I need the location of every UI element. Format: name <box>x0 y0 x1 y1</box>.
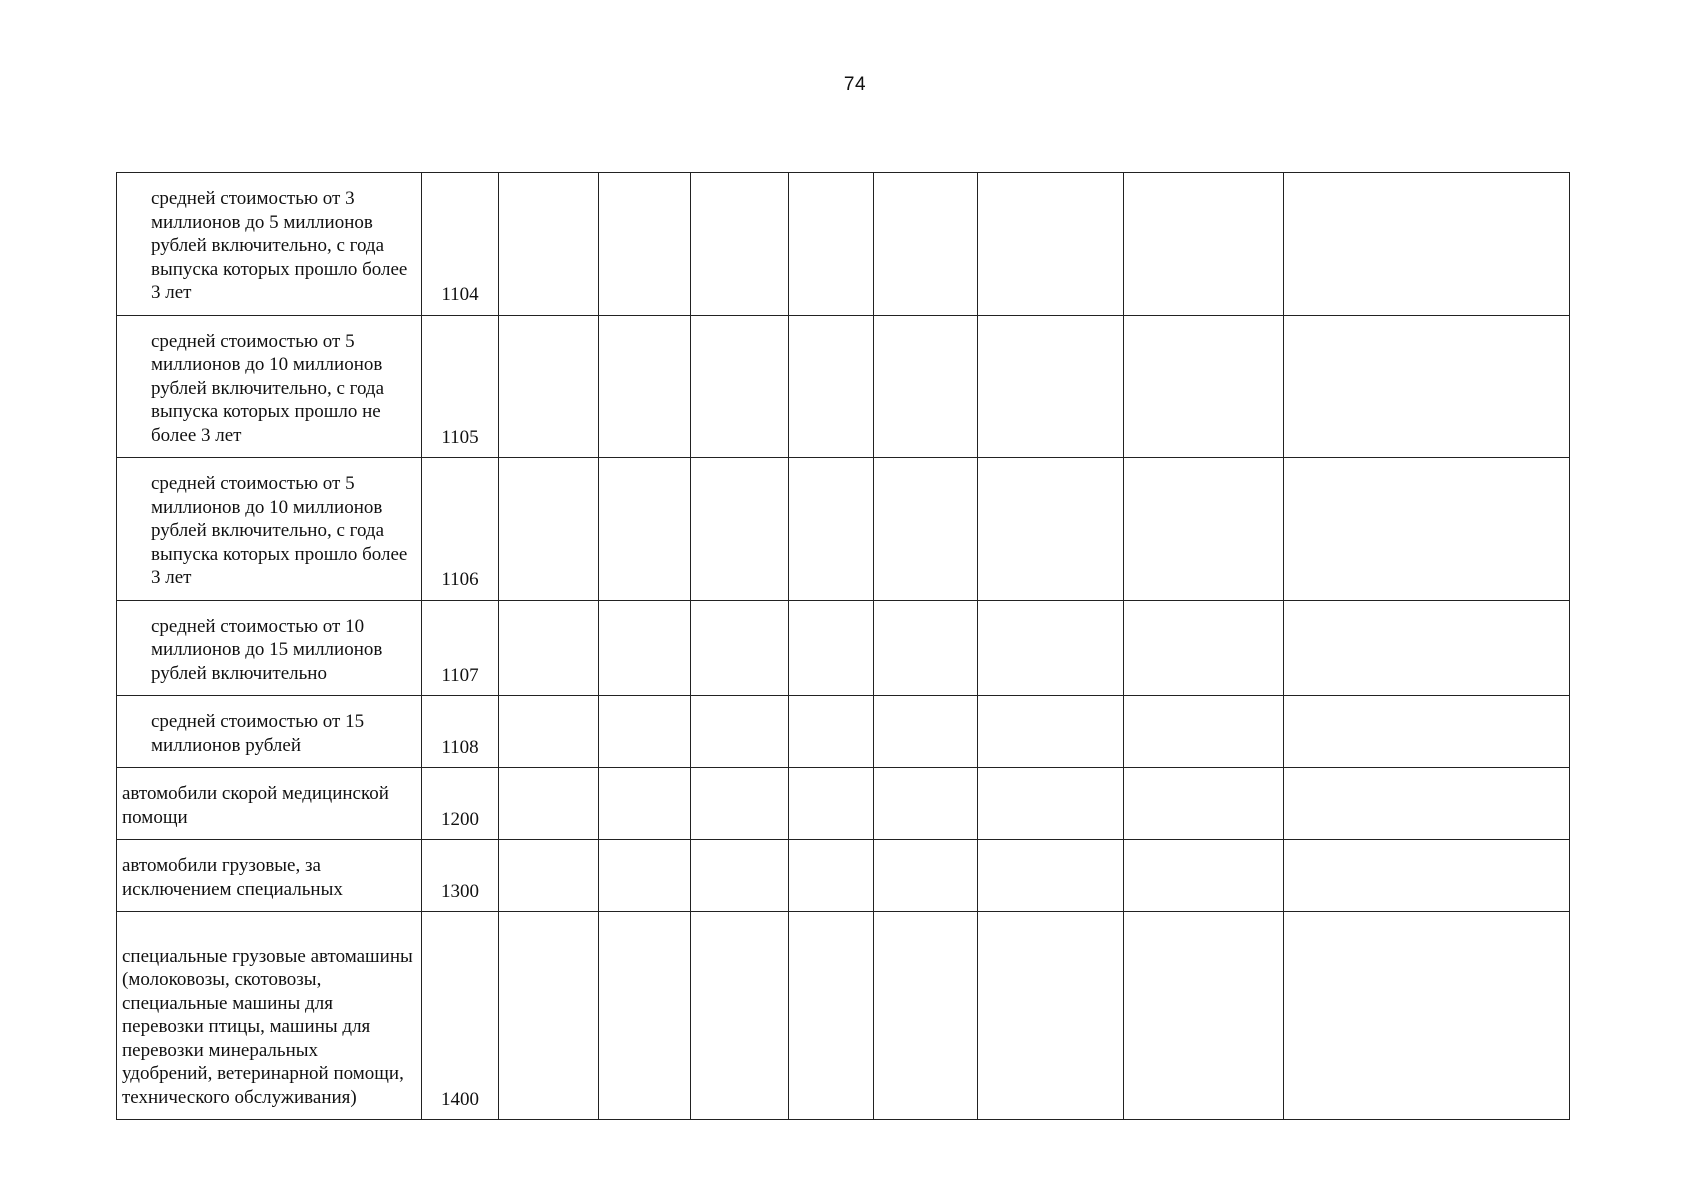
row-code-cell <box>422 315 499 458</box>
table-row <box>117 315 1570 458</box>
empty-cell <box>789 912 874 1120</box>
empty-cell <box>789 696 874 768</box>
row-label: средней стоимостью от 3 миллионов до 5 миллионов рублей включительно, с года выпуска которых прошло более 3 лет <box>151 188 408 303</box>
empty-cell <box>874 912 978 1120</box>
empty-cell <box>789 458 874 601</box>
row-code-cell <box>422 840 499 912</box>
row-label: средней стоимостью от 15 миллионов рублей <box>151 711 365 756</box>
empty-cell <box>1124 768 1284 840</box>
empty-cell <box>499 315 599 458</box>
empty-cell <box>874 173 978 316</box>
empty-cell <box>1284 600 1570 696</box>
empty-cell <box>874 315 978 458</box>
empty-cell <box>874 768 978 840</box>
row-label: специальные грузовые автомашины (молоковозы, скотовозы, специальные машины для перевозки птицы, машины для перевозки минеральных удобрений, ветеринарной помощи, технического обслуживания) <box>122 945 413 1108</box>
row-code: 1107 <box>441 664 479 686</box>
row-code: 1300 <box>441 880 479 902</box>
empty-cell <box>1124 173 1284 316</box>
empty-cell <box>499 173 599 316</box>
empty-cell <box>691 600 789 696</box>
empty-cell <box>499 912 599 1120</box>
table-row <box>117 768 1570 840</box>
row-label-cell <box>117 600 422 696</box>
empty-cell <box>978 840 1124 912</box>
empty-cell <box>1124 912 1284 1120</box>
empty-cell <box>789 840 874 912</box>
empty-cell <box>691 315 789 458</box>
row-label-cell <box>117 315 422 458</box>
empty-cell <box>1124 840 1284 912</box>
empty-cell <box>978 912 1124 1120</box>
empty-cell <box>499 768 599 840</box>
empty-cell <box>499 696 599 768</box>
empty-cell <box>691 768 789 840</box>
empty-cell <box>691 696 789 768</box>
row-label-cell <box>117 912 422 1120</box>
empty-cell <box>1284 840 1570 912</box>
row-code: 1105 <box>441 426 479 448</box>
empty-cell <box>789 768 874 840</box>
row-code: 1104 <box>441 284 479 305</box>
empty-cell <box>789 173 874 316</box>
empty-cell <box>599 173 691 316</box>
empty-cell <box>978 696 1124 768</box>
empty-cell <box>874 840 978 912</box>
row-code-cell <box>422 600 499 696</box>
row-label: средней стоимостью от 5 миллионов до 10 миллионов рублей включительно, с года выпуска которых прошло более 3 лет <box>151 473 408 588</box>
empty-cell <box>978 458 1124 601</box>
table-row <box>117 840 1570 912</box>
empty-cell <box>789 315 874 458</box>
empty-cell <box>599 458 691 601</box>
row-label: средней стоимостью от 10 миллионов до 15 миллионов рублей включительно <box>151 615 383 684</box>
table-row <box>117 458 1570 601</box>
row-code-cell <box>422 696 499 768</box>
row-label: автомобили скорой медицинской помощи <box>122 783 389 828</box>
page-number: 74 <box>843 74 867 95</box>
row-code-cell <box>422 173 499 316</box>
empty-cell <box>1124 458 1284 601</box>
empty-cell <box>1124 600 1284 696</box>
row-code-cell <box>422 768 499 840</box>
empty-cell <box>691 912 789 1120</box>
empty-cell <box>978 315 1124 458</box>
empty-cell <box>691 840 789 912</box>
row-code-cell <box>422 912 499 1120</box>
empty-cell <box>874 600 978 696</box>
vehicle-table <box>116 172 1570 1120</box>
empty-cell <box>499 840 599 912</box>
table-row <box>117 696 1570 768</box>
row-label-cell <box>117 458 422 601</box>
empty-cell <box>599 768 691 840</box>
empty-cell <box>874 458 978 601</box>
empty-cell <box>978 768 1124 840</box>
empty-cell <box>691 173 789 316</box>
row-label-cell <box>117 173 422 316</box>
empty-cell <box>691 458 789 601</box>
empty-cell <box>499 458 599 601</box>
empty-cell <box>978 173 1124 316</box>
row-code: 1200 <box>441 808 479 830</box>
empty-cell <box>789 600 874 696</box>
table-row <box>117 600 1570 696</box>
empty-cell <box>599 600 691 696</box>
row-label-cell <box>117 840 422 912</box>
empty-cell <box>1284 315 1570 458</box>
row-code: 1108 <box>441 736 479 758</box>
empty-cell <box>599 912 691 1120</box>
table-row <box>117 912 1570 1120</box>
empty-cell <box>1284 458 1570 601</box>
empty-cell <box>599 840 691 912</box>
row-label: автомобили грузовые, за исключением специальных <box>122 855 343 900</box>
row-label: средней стоимостью от 5 миллионов до 10 миллионов рублей включительно, с года выпуска которых прошло не более 3 лет <box>151 330 385 446</box>
empty-cell <box>1284 173 1570 316</box>
row-code: 1400 <box>441 1088 479 1110</box>
empty-cell <box>978 600 1124 696</box>
empty-cell <box>1124 315 1284 458</box>
table-row <box>117 173 1570 316</box>
empty-cell <box>1284 912 1570 1120</box>
empty-cell <box>599 696 691 768</box>
empty-cell <box>599 315 691 458</box>
empty-cell <box>1284 768 1570 840</box>
empty-cell <box>874 696 978 768</box>
row-code-cell <box>422 458 499 601</box>
empty-cell <box>499 600 599 696</box>
empty-cell <box>1124 696 1284 768</box>
empty-cell <box>1284 696 1570 768</box>
row-label-cell <box>117 696 422 768</box>
row-label-cell <box>117 768 422 840</box>
row-code: 1106 <box>441 569 479 590</box>
